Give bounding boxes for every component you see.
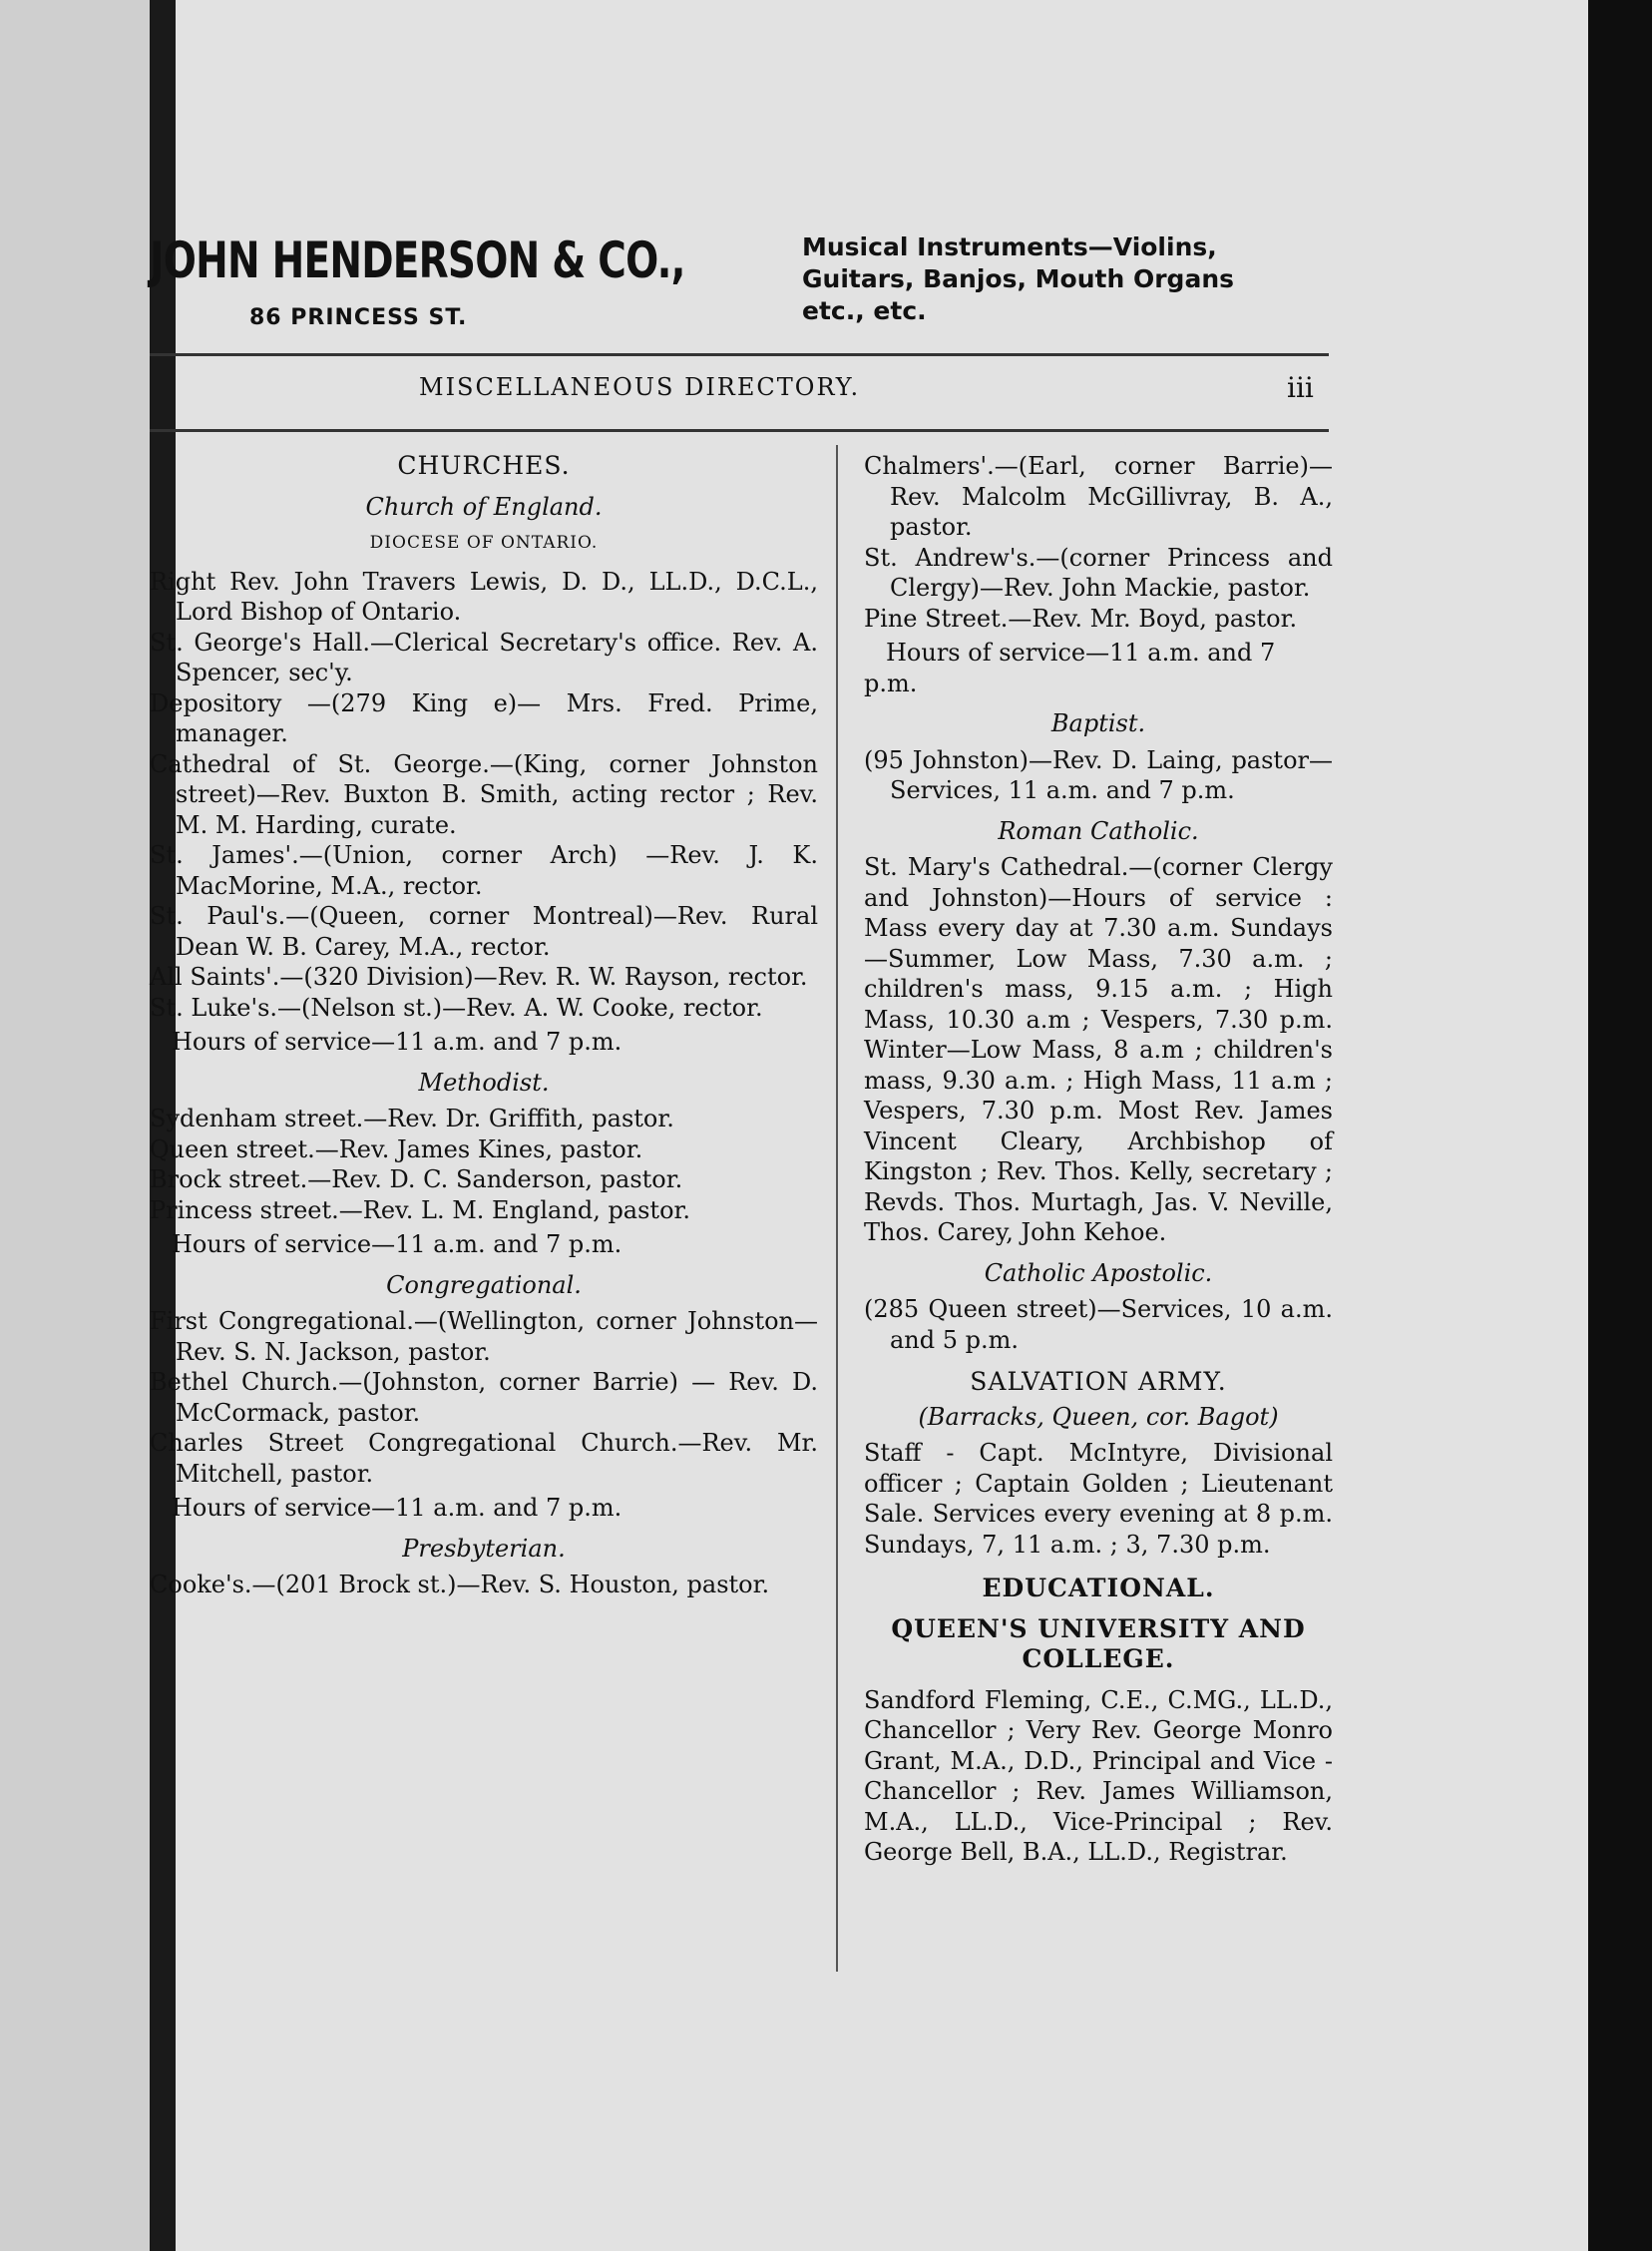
- directory-entry: Sydenham street.—Rev. Dr. Griffith, pastor.: [150, 1105, 674, 1132]
- page-number: iii: [1287, 371, 1314, 404]
- directory-entry: St. Mary's Cathedral.—(corner Clergy and Johnston)—Hours of service : Mass every day at 7.30 a.m. Sundays—Summer, Low Mass, 7.30 a.m. ; children's mass, 9.15 a.m. ; High Mass, 10.30 a.m ; Vespers, 7.30 p.m. Winter—Low Mass, 8 a.m ; children's mass, 9.30 a.m. ; High Mass, 11 a.m ; Vespers, 7.30 p.m. Most Rev. James Vincent Cleary, Archbishop of Kingston ; Rev. Thos. Kelly, secretary ; Revds. Thos. Murtagh, Jas. V. Neville, Thos. Carey, John Kehoe.: [864, 853, 1333, 1246]
- advertisement: [150, 231, 1347, 331]
- top-rule: [150, 353, 1329, 356]
- directory-entry: Pine Street.—Rev. Mr. Boyd, pastor.: [864, 604, 1298, 633]
- advertiser-address: 86 PRINCESS ST.: [249, 305, 468, 330]
- service-hours: Hours of service—11 a.m. and 7 p.m.: [172, 1028, 622, 1056]
- directory-entry: St. Luke's.—(Nelson st.)—Rev. A. W. Cooke, rector.: [150, 993, 763, 1022]
- directory-entry: Charles Street Congregational Church.—Rev. Mr. Mitchell, pastor.: [150, 1429, 818, 1488]
- directory-entry: Bethel Church.—(Johnston, corner Barrie) — Rev. D. McCormack, pastor.: [150, 1368, 818, 1427]
- adjacent-page-strip: [0, 0, 150, 2251]
- section-heading: SALVATION ARMY.: [970, 1367, 1227, 1396]
- directory-entry: St. Paul's.—(Queen, corner Montreal)—Rev. Rural Dean W. B. Carey, M.A., rector.: [150, 902, 818, 961]
- directory-entry: First Congregational.—(Wellington, corner Johnston—Rev. S. N. Jackson, pastor.: [150, 1307, 818, 1366]
- denomination-heading: Congregational.: [386, 1270, 582, 1299]
- directory-entry: (95 Johnston)—Rev. D. Laing, pastor—Services, 11 a.m. and 7 p.m.: [864, 745, 1333, 804]
- directory-entry: St. James'.—(Union, corner Arch) —Rev. J. K. MacMorine, M.A., rector.: [150, 841, 818, 900]
- section-heading: CHURCHES.: [397, 451, 571, 480]
- service-hours: Hours of service—11 a.m. and 7 p.m.: [172, 1230, 622, 1258]
- header-rule: [150, 429, 1329, 432]
- directory-entry: Cooke's.—(201 Brock st.)—Rev. S. Houston, pastor.: [150, 1571, 770, 1598]
- section-heading: EDUCATIONAL.: [982, 1574, 1215, 1602]
- directory-entry: (285 Queen street)—Services, 10 a.m. and 5 p.m.: [864, 1295, 1333, 1354]
- institution-heading: QUEEN'S UNIVERSITY AND COLLEGE.: [891, 1613, 1306, 1673]
- column-divider: [836, 445, 838, 1972]
- directory-entry: Queen street.—Rev. James Kines, pastor.: [150, 1134, 643, 1163]
- denomination-heading: Baptist.: [1050, 709, 1146, 737]
- scan-border: [1588, 0, 1652, 2251]
- directory-entry: Right Rev. John Travers Lewis, D. D., LL.D., D.C.L., Lord Bishop of Ontario.: [150, 567, 818, 626]
- wares-line: Musical Instruments—Violins,: [802, 232, 1217, 261]
- directory-entry: Sandford Fleming, C.E., C.MG., LL.D., Chancellor ; Very Rev. George Monro Grant, M.A., D.D., Principal and Vice - Chancellor ; Rev. James Williamson, M.A., LL.D., Vice-Principal ; Rev. George Bell, B.A., LL.D., Registrar.: [864, 1685, 1333, 1866]
- directory-entry: All Saints'.—(320 Division)—Rev. R. W. Rayson, rector.: [150, 963, 808, 991]
- service-hours: Hours of service—11 a.m. and 7 p.m.: [172, 1494, 622, 1522]
- denomination-heading: Roman Catholic.: [998, 816, 1199, 845]
- diocese-heading: DIOCESE OF ONTARIO.: [369, 533, 599, 553]
- section-subheading: (Barracks, Queen, cor. Bagot): [918, 1402, 1279, 1431]
- wares-line: etc., etc.: [802, 296, 927, 325]
- directory-entry: St. Andrew's.—(corner Princess and Clergy)—Rev. John Mackie, pastor.: [864, 543, 1333, 602]
- denomination-heading: Methodist.: [418, 1068, 550, 1097]
- directory-entry: Princess street.—Rev. L. M. England, pastor.: [150, 1195, 690, 1224]
- running-head: MISCELLANEOUS DIRECTORY.: [419, 373, 861, 401]
- directory-entry: St. George's Hall.—Clerical Secretary's office. Rev. A. Spencer, sec'y.: [150, 628, 818, 686]
- left-column: [150, 451, 818, 1600]
- directory-entry: Chalmers'.—(Earl, corner Barrie)— Rev. Malcolm McGillivray, B. A., pastor.: [864, 452, 1333, 541]
- advertiser-name: JOHN HENDERSON & CO.,: [150, 231, 685, 289]
- directory-entry: Brock street.—Rev. D. C. Sanderson, pastor.: [150, 1165, 683, 1193]
- denomination-heading: Catholic Apostolic.: [984, 1258, 1213, 1287]
- denomination-heading: Church of England.: [365, 492, 603, 521]
- directory-entry: Depository —(279 King e)— Mrs. Fred. Prime, manager.: [150, 688, 818, 747]
- denomination-heading: Presbyterian.: [402, 1534, 566, 1563]
- directory-entry: Staff - Capt. McIntyre, Divisional officer ; Captain Golden ; Lieutenant Sale. Services every evening at 8 p.m. Sundays, 7, 11 a.m. ; 3, 7.30 p.m.: [864, 1439, 1333, 1559]
- directory-entry: Cathedral of St. George.—(King, corner Johnston street)—Rev. Buxton B. Smith, acting rector ; Rev. M. M. Harding, curate.: [150, 749, 818, 839]
- service-hours: Hours of service—11 a.m. and 7 p.m.: [864, 639, 1276, 697]
- right-column: [864, 451, 1333, 1868]
- advertiser-wares: [802, 231, 1234, 327]
- wares-line: Guitars, Banjos, Mouth Organs: [802, 264, 1234, 293]
